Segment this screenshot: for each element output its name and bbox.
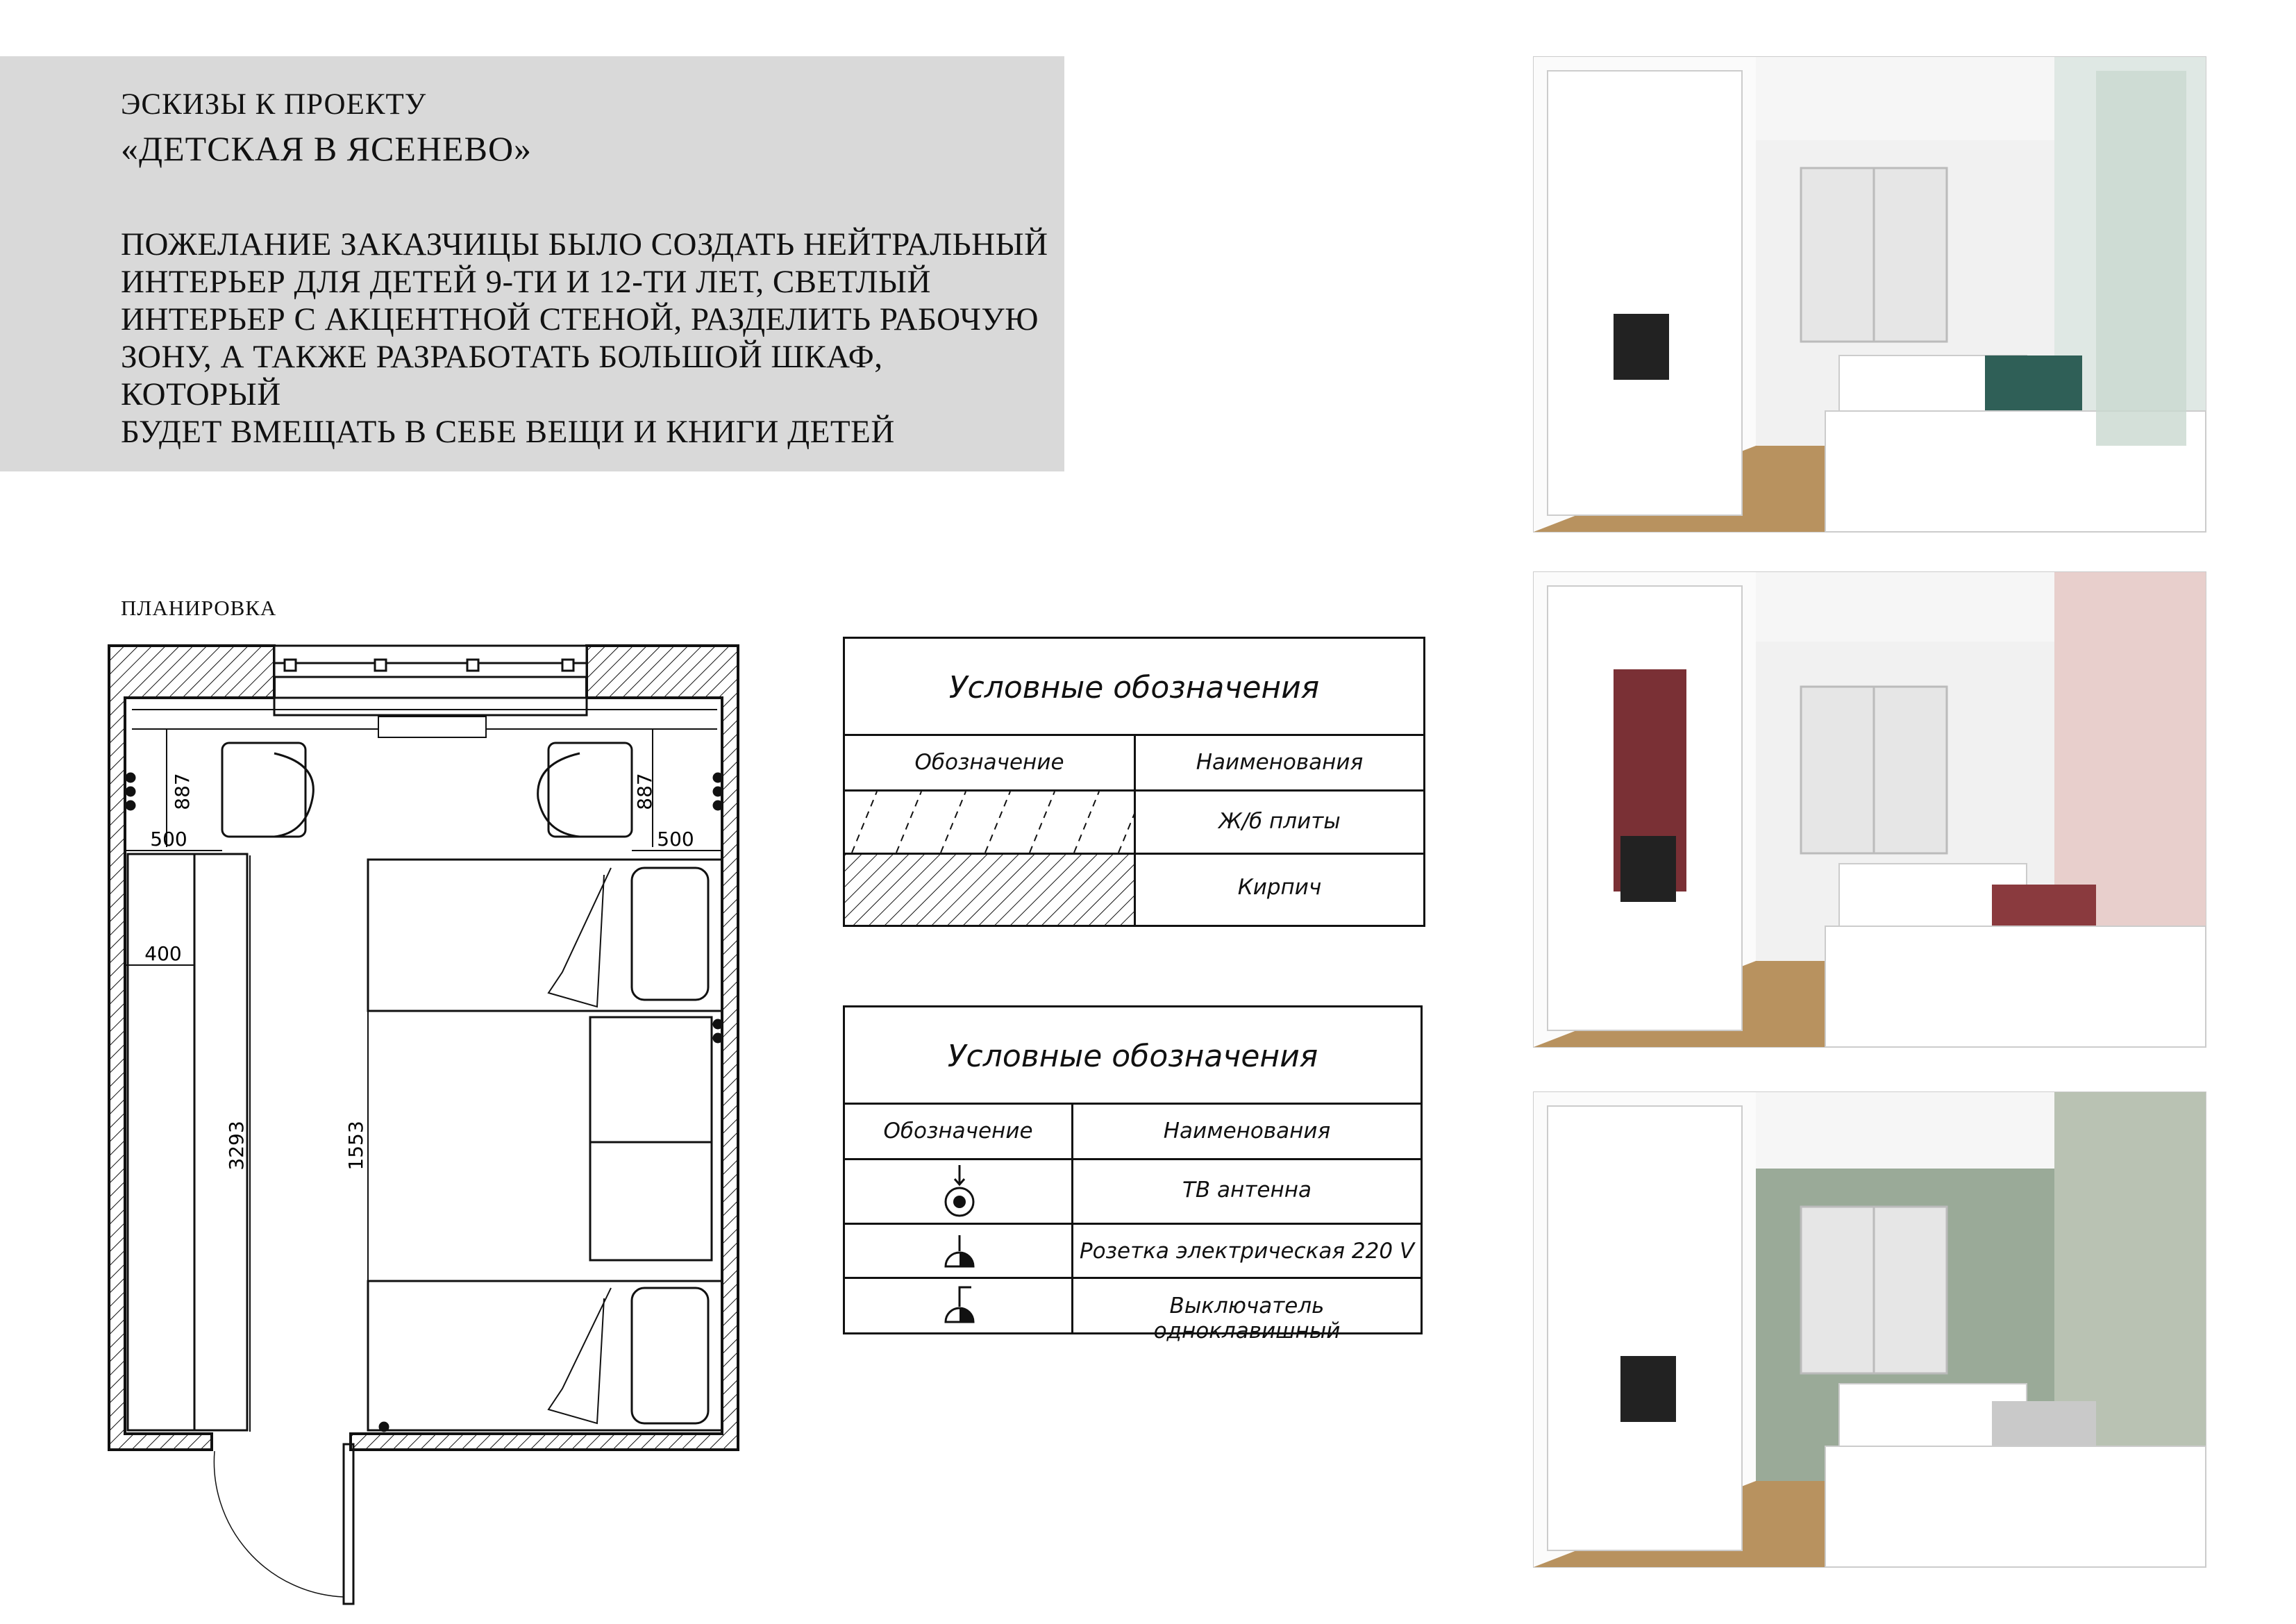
walls	[109, 646, 738, 1450]
legend-materials-title: Условные обозначения	[948, 670, 1320, 705]
client-brief: ПОЖЕЛАНИЕ ЗАКАЗЧИЦЫ БЫЛО СОЗДАТЬ НЕЙТРАЛЬНЫЙ ИНТЕРЬЕР ДЛЯ ДЕТЕЙ 9-ТИ И 12-ТИ ЛЕТ, СВЕТЛЫЙ ИНТЕРЬЕР С АКЦЕНТНОЙ СТЕНОЙ, РАЗДЕЛИТЬ РАБОЧУЮ ЗОНУ, А ТАКЖЕ РАЗРАБОТАТЬ БОЛЬШОЙ ШКАФ, КОТОРЫЙ БУДЕТ ВМЕЩАТЬ В СЕБЕ ВЕЩИ И КНИГИ ДЕТЕЙ	[121, 226, 1048, 450]
dim-400: 400	[144, 942, 182, 965]
interior-render-1	[1533, 56, 2206, 533]
bed-top	[368, 860, 722, 1011]
legend-electrical	[843, 1005, 1423, 1343]
tv-antenna-icon	[928, 1162, 991, 1221]
tv	[1620, 836, 1676, 902]
dim-500-left: 500	[150, 828, 187, 851]
legend-switch-label: Выключатель одноклавишный	[1153, 1294, 1341, 1343]
dim-887-left: 887	[171, 773, 194, 810]
floor-plan	[97, 628, 764, 1614]
bed-bottom	[368, 1281, 722, 1430]
switch-icon	[928, 1279, 991, 1332]
legend-electrical-title: Условные обозначения	[947, 1039, 1318, 1074]
interior-render-3	[1533, 1091, 2206, 1568]
project-title-line2: «ДЕТСКАЯ В ЯСЕНЕВО»	[121, 129, 533, 168]
legend-brick-label: Кирпич	[1237, 875, 1322, 900]
door	[214, 1444, 353, 1604]
brick-pattern-swatch	[845, 855, 1134, 925]
sofa	[1992, 1401, 2096, 1453]
dim-887-right: 887	[633, 773, 656, 810]
sofa	[1985, 355, 2082, 418]
project-title-line1: ЭСКИЗЫ К ПРОЕКТУ	[121, 88, 427, 121]
tv	[1614, 314, 1669, 380]
wallpaper-panel	[2096, 71, 2186, 446]
bed-front	[1825, 926, 2206, 1047]
dim-1553: 1553	[344, 1121, 367, 1171]
bed-front	[1825, 1446, 2206, 1567]
legend-materials-col1: Обозначение	[914, 750, 1064, 775]
desk-chair-left	[222, 743, 313, 837]
tv	[1620, 1356, 1676, 1422]
wardrobe	[1548, 1106, 1742, 1550]
legend-electrical-col2: Наименования	[1163, 1119, 1331, 1144]
dim-3293: 3293	[225, 1121, 248, 1171]
desk-chair-right	[538, 743, 632, 837]
interior-render-2	[1533, 571, 2206, 1048]
concrete-pattern-swatch	[845, 792, 1134, 853]
window	[274, 660, 587, 715]
wardrobe	[1548, 71, 1742, 515]
socket-icon	[928, 1225, 991, 1277]
legend-concrete-label: Ж/б плиты	[1218, 809, 1341, 834]
dim-500-right: 500	[657, 828, 694, 851]
desk-bench	[590, 1017, 712, 1260]
legend-materials	[843, 637, 1425, 927]
legend-materials-col2: Наименования	[1196, 750, 1364, 775]
legend-socket-label: Розетка электрическая 220 V	[1079, 1239, 1415, 1264]
legend-tv-antenna-label: ТВ антенна	[1182, 1178, 1312, 1203]
legend-electrical-col1: Обозначение	[883, 1119, 1033, 1144]
plan-label: ПЛАНИРОВКА	[121, 596, 277, 620]
